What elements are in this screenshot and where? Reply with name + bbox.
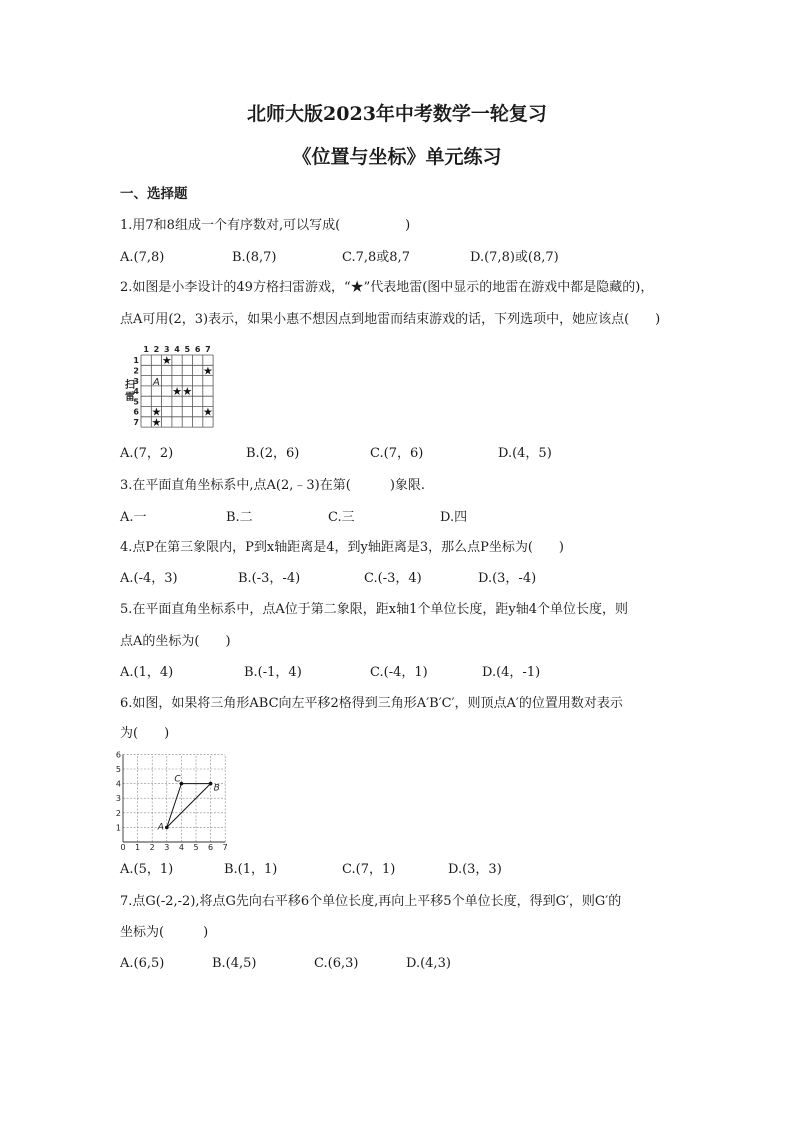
vertex-label: C (174, 774, 181, 785)
question-stem: 7.点G(-2,-2),将点G先向右平移6个单位长度,再向上平移5个单位长度，得到G′，则G′的 (120, 894, 622, 909)
row-label: 6 (133, 407, 139, 417)
vertex-label: A (157, 822, 164, 833)
x-tick-label: 0 (120, 843, 126, 850)
row-label: 2 (133, 366, 139, 376)
vertex-label: B (213, 783, 220, 794)
x-tick-label: 5 (193, 843, 199, 850)
question-stem: 1.用7和8组成一个有序数对,可以写成( ) (120, 218, 411, 233)
x-tick-label: 4 (178, 843, 184, 850)
col-label: 2 (153, 345, 160, 354)
question-stem-cont: 点A的坐标为( ) (120, 634, 231, 649)
col-label: 4 (174, 345, 180, 354)
triangle-abc (167, 784, 211, 828)
side-label: 扫 (125, 380, 135, 391)
row-label: 5 (133, 397, 139, 407)
row-label: 7 (133, 417, 139, 427)
mine-star-icon: ★ (151, 405, 162, 419)
option-a[interactable]: A.(1，4) (120, 665, 174, 680)
option-b[interactable]: B.(4,5) (212, 956, 257, 971)
option-d[interactable]: D.(4，5) (498, 446, 552, 461)
mine-star-icon: ★ (203, 405, 213, 419)
col-label: 6 (194, 345, 201, 354)
section-heading: 一、选择题 (120, 186, 188, 202)
x-tick-label: 1 (135, 843, 141, 850)
question-stem: 3.在平面直角坐标系中,点A(2,﹣3)在第( )象限. (120, 478, 426, 493)
mine-star-icon: ★ (182, 385, 193, 399)
option-d[interactable]: D.(3，3) (448, 862, 502, 877)
option-a[interactable]: A.(7，2) (120, 446, 174, 461)
y-tick-label: 1 (116, 823, 121, 833)
option-c[interactable]: C.(6,3) (314, 956, 359, 971)
option-b[interactable]: B.(-1，4) (244, 665, 302, 680)
question-stem: 4.点P在第三象限内，P到x轴距离是4，到y轴距离是3，那么点P坐标为( ) (120, 540, 565, 555)
mine-star-icon: ★ (151, 415, 162, 429)
coordinate-grid-figure (116, 746, 246, 850)
question-stem: 6.如图，如果将三角形ABC向左平移2格得到三角形A′B′C′，则顶点A′的位置用数对表示 (120, 696, 623, 711)
option-c[interactable]: C.(7，6) (370, 446, 424, 461)
option-a[interactable]: A.(6,5) (120, 956, 165, 971)
option-d[interactable]: D.(3，-4) (478, 571, 537, 586)
vertex-point (209, 782, 213, 786)
col-label: 5 (184, 345, 191, 354)
side-label: 雷 (125, 392, 135, 403)
option-b[interactable]: B.(8,7) (232, 250, 277, 265)
option-a[interactable]: A.(5，1) (120, 862, 174, 877)
question-stem-cont: 点A可用(2，3)表示，如果小惠不想因点到地雷而结束游戏的话，下列选项中，她应该点( ) (120, 312, 661, 327)
option-c[interactable]: C.(7，1) (342, 862, 396, 877)
option-a[interactable]: A.一 (120, 510, 147, 525)
option-b[interactable]: B.(-3，-4) (238, 571, 301, 586)
col-label: 7 (205, 345, 211, 354)
vertex-point (165, 826, 169, 830)
option-a[interactable]: A.(7,8) (120, 250, 165, 265)
option-b[interactable]: B.(2，6) (246, 446, 300, 461)
y-tick-label: 5 (116, 765, 121, 774)
question-stem: 2.如图是小李设计的49方格扫雷游戏，“★”代表地雷(图中显示的地雷在游戏中都是隐藏的)， (120, 280, 654, 295)
point-a-label: A (153, 376, 160, 388)
x-tick-label: 3 (164, 843, 170, 850)
question-stem: 5.在平面直角坐标系中，点A位于第二象限，距x轴1个单位长度，距y轴4个单位长度，则 (120, 602, 629, 617)
x-tick-label: 7 (222, 843, 228, 850)
option-a[interactable]: A.(-4，3) (120, 571, 178, 586)
option-c[interactable]: C.7,8或8,7 (342, 250, 410, 265)
minesweeper-figure (120, 341, 230, 431)
y-tick-label: 4 (116, 779, 121, 789)
y-tick-label: 6 (116, 750, 121, 760)
page-subtitle: 《位置与坐标》单元练习 (292, 146, 502, 168)
page-title: 北师大版2023年中考数学一轮复习 (247, 103, 547, 125)
row-label: 4 (133, 387, 139, 397)
option-c[interactable]: C.(-3，4) (364, 571, 422, 586)
option-c[interactable]: C.三 (328, 510, 355, 525)
question-stem-cont: 坐标为( ) (120, 925, 209, 940)
y-tick-label: 3 (116, 794, 121, 804)
question-stem-cont: 为( ) (120, 726, 170, 741)
option-d[interactable]: D.(7,8)或(8,7) (470, 250, 559, 265)
col-label: 1 (143, 345, 149, 354)
mine-star-icon: ★ (161, 354, 172, 368)
option-b[interactable]: B.二 (226, 510, 253, 525)
row-label: 3 (133, 376, 139, 386)
option-c[interactable]: C.(-4，1) (370, 665, 428, 680)
col-label: 3 (163, 345, 170, 354)
option-b[interactable]: B.(1，1) (224, 862, 278, 877)
x-tick-label: 2 (149, 843, 155, 850)
mine-star-icon: ★ (203, 364, 213, 378)
row-label: 1 (133, 356, 139, 366)
option-d[interactable]: D.(4,3) (406, 956, 451, 971)
mine-star-icon: ★ (172, 385, 182, 399)
x-tick-label: 6 (208, 843, 214, 850)
option-d[interactable]: D.四 (440, 510, 468, 525)
option-d[interactable]: D.(4，-1) (482, 665, 541, 680)
y-tick-label: 2 (116, 808, 121, 818)
